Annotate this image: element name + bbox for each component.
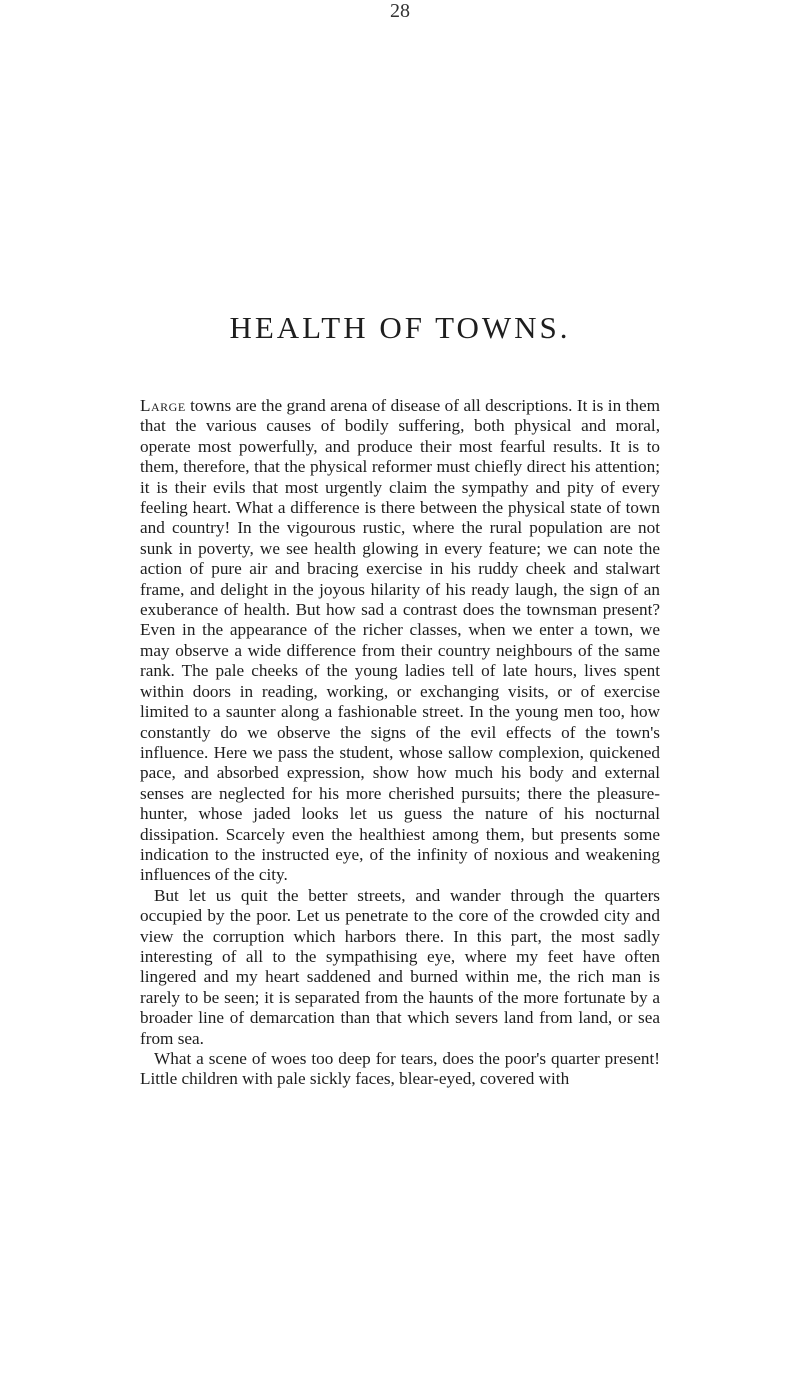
page-number: 28: [390, 0, 410, 22]
opening-word: Large: [140, 396, 186, 415]
chapter-title: HEALTH OF TOWNS.: [229, 309, 571, 345]
paragraph-1: [140, 396, 660, 886]
paragraph-3: What a scene of woes too deep for tears, does the poor's quarter present! Little children with pale sickly faces, blear-eyed, covered with: [140, 1049, 660, 1089]
paragraph-1-text: towns are the grand arena of disease of all descriptions. It is in them that the various causes of bodily suffering, both physical and moral, operate most powerfully, and produce their most fearful results. It is to them, therefore, that the physical reformer must chiefly direct his attention; it is their evils that most urgently claim the sympathy and pity of every feeling heart. What a difference is there between the physical state of town and country! In the vigourous rustic, where the rural population are not sunk in poverty, we see health glowing in every feature; we can note the action of pure air and bracing exercise in his ruddy cheek and stalwart frame, and delight in the joyous hilarity of his ready laugh, the sign of an exuberance of health. But how sad a contrast does the townsman present? Even in the appearance of the richer classes, when we enter a town, we may observe a wide difference from their country neighbours of the same rank. The pale cheeks of the young ladies tell of late hours, lives spent within doors in reading, working, or exchanging visits, or of exercise limited to a saunter along a fashionable street. In the young men too, how constantly do we observe the signs of the evil effects of the town's influence. Here we pass the student, whose sallow complexion, quickened pace, and absorbed expression, show how much his body and external senses are neglected for his more cherished pursuits; there the pleasure-hunter, whose jaded looks let us guess the nature of his nocturnal dissipation. Scarcely even the healthiest among them, but presents some indication to the instructed eye, of the infinity of noxious and weakening influences of the city.: [140, 396, 660, 885]
body-text: [140, 396, 660, 1090]
paragraph-2: But let us quit the better streets, and wander through the quarters occupied by the poor. Let us penetrate to the core of the crowded city and view the corruption which harbors there. In this part, the most sadly interesting of all to the sympathising eye, where my feet have often lingered and my heart saddened and burned within me, the rich man is rarely to be seen; it is separated from the haunts of the more fortunate by a broader line of demarcation than that which severs land from land, or sea from sea.: [140, 885, 660, 1048]
